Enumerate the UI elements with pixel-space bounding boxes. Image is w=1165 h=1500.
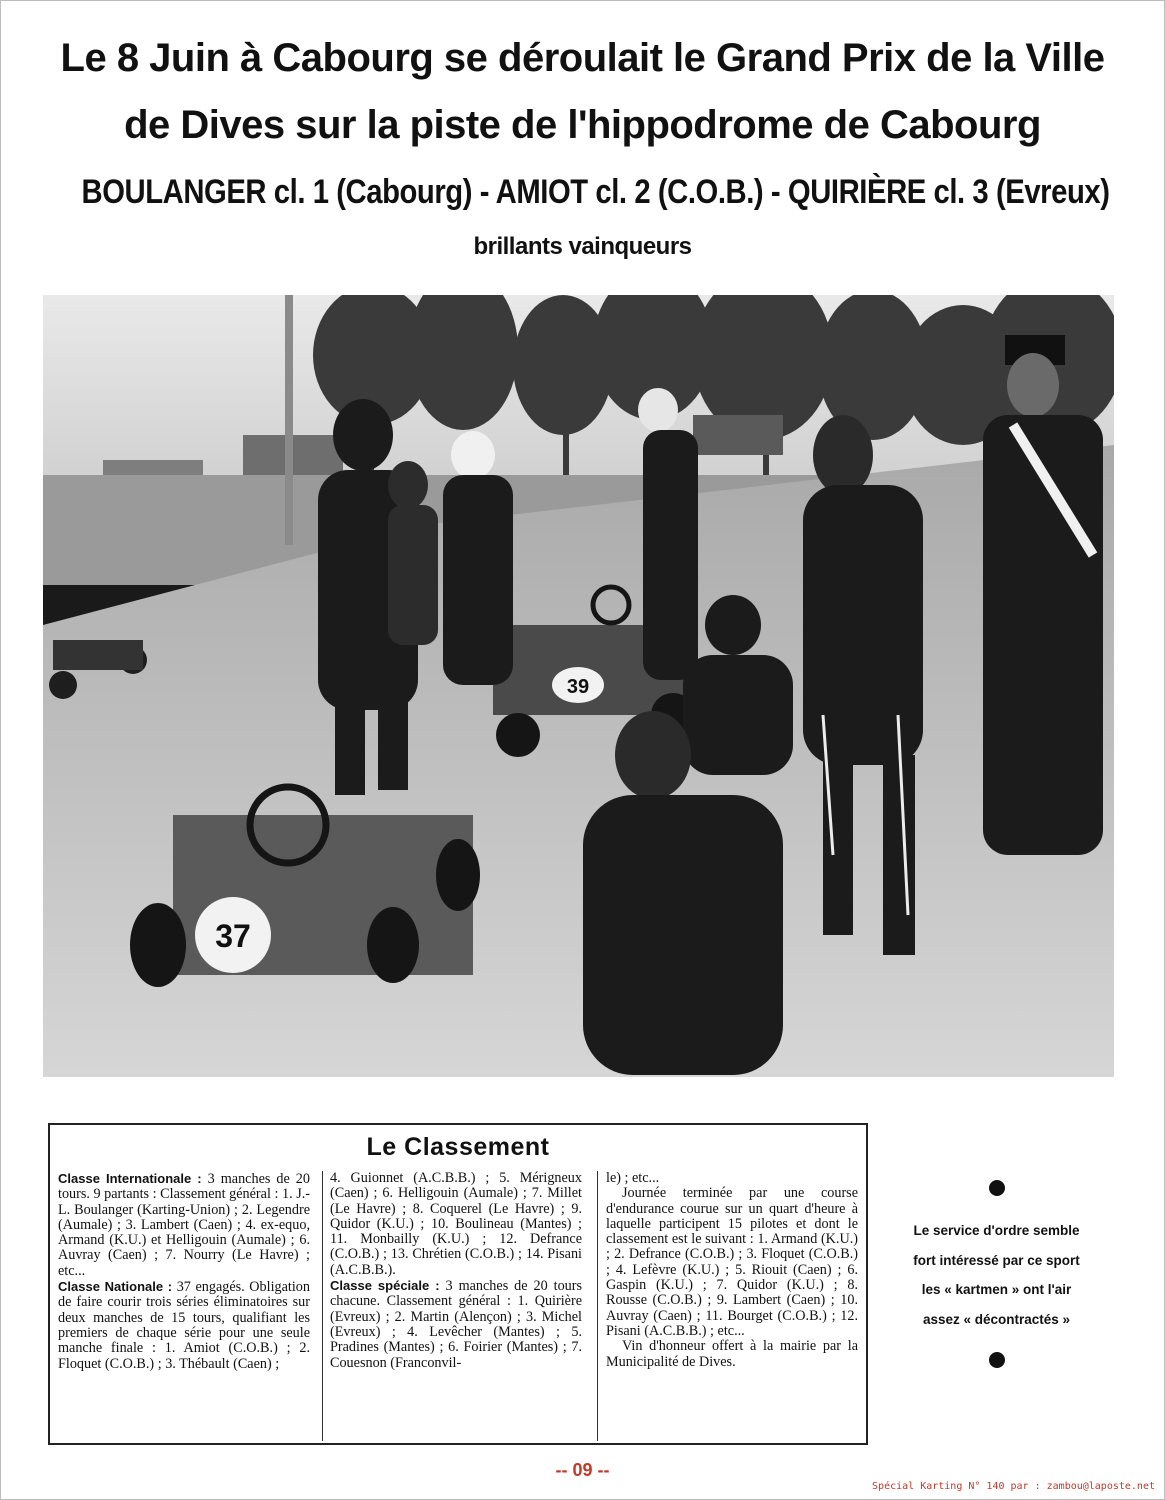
- caption-line: assez « décontractés »: [922, 1311, 1071, 1327]
- results-paragraph: [330, 1278, 582, 1371]
- class-results-text: 4. Guionnet (A.C.B.B.) ; 5. Mérigneux (Caen) ; 6. Helligouin (Aumale) ; 7. Millet (Le Havre) ; 8. Coquerel (Le Havre) ; 9. Quidor (K.U.) ; 10. Boulineau (Mantes) ; 11. Monbailly (K.U.) ; 12. Defrance (C.O.B.) ; 13. Chrétien (C.O.B.) ; 14. Pisani (A.C.B.B.).: [330, 1170, 582, 1278]
- footer-credit: Spécial Karting N° 140 par : zambou@laposte.net: [872, 1481, 1155, 1492]
- results-paragraph: [58, 1171, 310, 1279]
- race-photo: [43, 295, 1114, 1077]
- caption-line: Le service d'ordre semble: [913, 1223, 1080, 1238]
- class-results-text: 37 engagés. Obligation de faire courir trois séries éliminatoires sur deux manches de 15 tours, qualifiant les premiers de chaque série pour une seule manche finale : 1. Amiot (C.O.B.) ; 2. Floquet (C.O.B.) ; 3. Thébault (Caen) ;: [58, 1279, 310, 1372]
- results-column-2: [330, 1171, 582, 1371]
- results-paragraph: [330, 1171, 582, 1278]
- class-results-text: le) ; etc...: [606, 1170, 660, 1186]
- results-paragraph: [606, 1171, 858, 1186]
- bullet-icon: [989, 1352, 1005, 1368]
- results-paragraph: [606, 1339, 858, 1370]
- class-heading: Classe Internationale :: [58, 1171, 202, 1186]
- page-number: -- 09 --: [555, 1460, 610, 1480]
- caption-line: les « kartmen » ont l'air: [921, 1282, 1072, 1297]
- kart-number-37: 37: [215, 918, 251, 954]
- class-heading: Classe Nationale :: [58, 1279, 173, 1295]
- results-column-3: [606, 1171, 858, 1370]
- headline-winners: BOULANGER cl. 1 (Cabourg) - AMIOT cl. 2 (C.O.B.) - QUIRIÈRE cl. 3 (Evreux): [81, 173, 1110, 211]
- column-divider: [597, 1171, 598, 1441]
- results-title: Le Classement: [366, 1133, 550, 1161]
- race-photo-illustration: [43, 295, 1114, 1077]
- headline-subtitle: brillants vainqueurs: [473, 233, 692, 260]
- results-column-1: [58, 1171, 310, 1372]
- results-box: [48, 1123, 868, 1445]
- results-paragraph: [58, 1279, 310, 1372]
- bullet-icon: [989, 1180, 1005, 1196]
- caption-line: fort intéressé par ce sport: [913, 1252, 1080, 1268]
- results-paragraph: [606, 1186, 858, 1339]
- headline-line-2: de Dives sur la piste de l'hippodrome de Cabourg: [124, 103, 1041, 147]
- column-divider: [322, 1171, 323, 1441]
- class-results-text: 3 manches de 20 tours chacune. Classement général : 1. Quirière (Evreux) ; 2. Martin (Alençon) ; 3. Michel (Evreux) ; 4. Levêcher (Mantes) ; 5. Pradines (Mantes) ; 6. Foirier (Mantes) ; 7. Couesnon (Franconvil-: [330, 1278, 582, 1371]
- class-results-text: Vin d'honneur offert à la mairie par la Municipalité de Dives.: [606, 1338, 858, 1370]
- kart-number-39: 39: [566, 676, 590, 698]
- class-results-text: 3 manches de 20 tours. 9 partants : Classement général : 1. J.-L. Boulanger (Karting-Union) ; 2. Legendre (Aumale) ; 3. Lambert (Caen) ; 4. ex-equo, Armand (K.U.) et Helligouin (Aumale) ; 6. Auvray (Caen) ; 7. Nourry (Le Havre) ; etc...: [58, 1171, 310, 1279]
- photo-caption: [884, 1180, 1109, 1368]
- caption-text: [884, 1216, 1109, 1334]
- class-results-text: Journée terminée par une course d'endurance courue sur un quart d'heure à laquelle participent 15 pilotes et dont le classement est le suivant : 1. Armand (K.U.) ; 2. Defrance (C.O.B.) ; 3. Floquet (C.O.B.) ; 4. Lefèvre (K.U.) ; 5. Riouit (Caen) ; 6. Gaspin (K.U.) ; 7. Quidor (K.U.) ; 8. Rousse (C.O.B.) ; 9. Lambert (Caen) ; 10. Auvray (Caen) ; 11. Bourget (C.O.B.) ; 12. Pisani (A.C.B.B.) ; etc...: [606, 1185, 858, 1339]
- headline-line-1: Le 8 Juin à Cabourg se déroulait le Grand Prix de la Ville: [60, 36, 1105, 80]
- class-heading: Classe spéciale :: [330, 1278, 440, 1294]
